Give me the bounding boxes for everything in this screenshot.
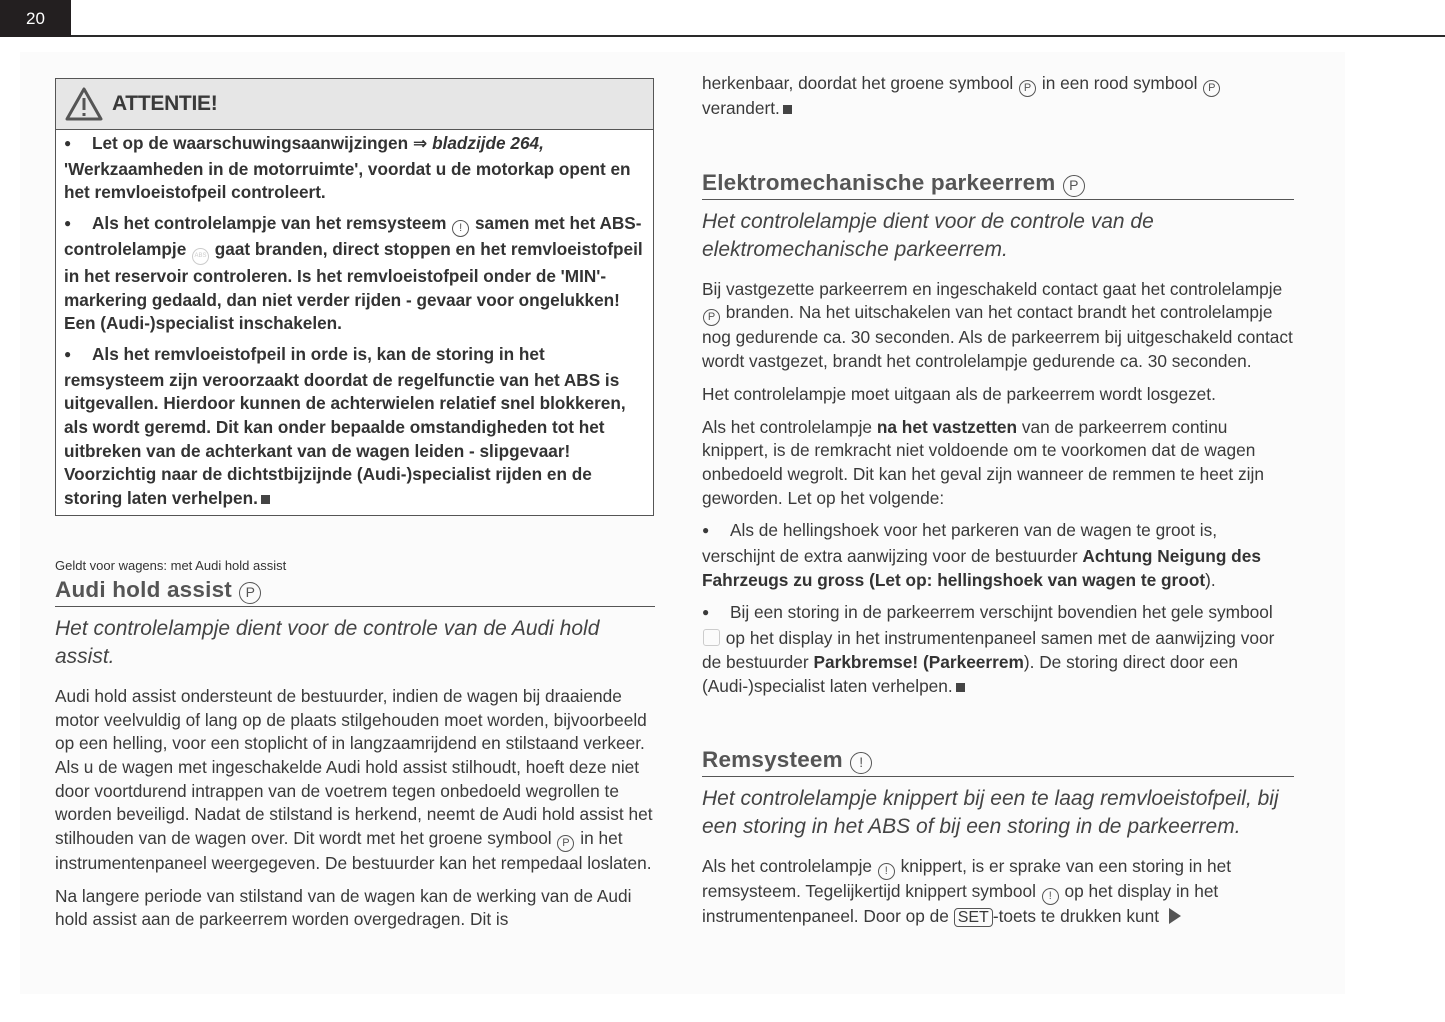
parking-p-icon: P	[239, 582, 261, 604]
section-title-parking-brake: Elektromechanische parkeerrem P	[702, 170, 1294, 200]
paragraph: Audi hold assist ondersteunt de bestuurder, indien de wagen bij draaiende motor veelvuldig of lang op de plaats stilgehouden moet worden, bijvoorbeeld op een helling, voor een stoplicht of in langzaamrijdend en stilstaand verkeer. Als u de wagen met ingeschakelde Audi hold assist stilhoudt, hoeft deze niet door voortdurend intrappen van de voetrem tegen onbedoeld wegrollen te worden beveiligd. Nadat de stilstand is herkend, neemt de Audi hold assist het stilhouden van de wagen over. Dit wordt met het groene symbool P in het instrumentenpaneel weergegeven. De bestuurder kan het rempedaal loslaten.	[55, 685, 653, 874]
warning-item: ●Let op de waarschuwingsaanwijzingen ⇒ bladzijde 264, 'Werkzaamheden in de motorruimte', voordat u de motorkap opent en het remvloeistofpeil controleert.	[64, 132, 645, 205]
section-lead: Het controlelampje dient voor de controle van de Audi hold assist.	[55, 616, 600, 668]
parking-p-icon: P	[1019, 80, 1036, 97]
paragraph: Bij vastgezette parkeerrem en ingeschakeld contact gaat het controlelampje P branden. Na het uitschakelen van het contact brandt het controlelampje nog gedurende ca. 30 seconden. Als de parkeerrem bij uitgeschakeld contact wordt vastgezet, brandt het controlelampje gedurende ca. 30 seconden.	[702, 278, 1293, 372]
section-lead: Het controlelampje dient voor de controle van de elektromechanische parkeerrem.	[702, 209, 1154, 261]
warning-title: ATTENTIE!	[112, 92, 218, 115]
warning-box	[55, 78, 654, 516]
parking-brake-fault-icon	[703, 629, 720, 646]
applies-to-note: Geldt voor wagens: met Audi hold assist	[55, 557, 287, 573]
warning-header	[56, 79, 653, 130]
page-reference-link[interactable]: bladzijde 264,	[432, 133, 544, 153]
bullet-icon	[702, 519, 730, 545]
continue-arrow-icon	[1169, 908, 1181, 924]
paragraph: Als het controlelampje ! knippert, is er sprake van een storing in het remsysteem. Tegelijkertijd knippert symbool ! op het display in het instrumentenpaneel. Door op de SET -toets te drukken kunt	[702, 856, 1232, 927]
section-title-hold-assist: Audi hold assist P	[55, 577, 655, 607]
brake-warning-icon: !	[1042, 888, 1059, 905]
right-column	[702, 72, 1294, 938]
page-number	[0, 0, 71, 37]
paragraph: Na langere periode van stilstand van de wagen kan de werking van de Audi hold assist aan de parkeerrem worden overgedragen. Dit is	[55, 885, 632, 930]
warning-item: ●Als het remvloeistofpeil in orde is, kan de storing in het remsysteem zijn veroorzaakt doordat de regelfunctie van het ABS is uitgevallen. Hierdoor kunnen de achterwielen relatief snel blokkeren, als wordt geremd. Dit kan onder bepaalde omstandigheden tot het uitbreken van de achterkant van de wagen leiden - slipgevaar! Voorzichtig naar de dichtstbijzijnde (Audi-)specialist rijden en de storing laten verhelpen.	[64, 343, 645, 511]
warning-body	[56, 130, 653, 515]
end-of-section-icon	[261, 495, 270, 504]
bullet-icon	[64, 343, 92, 369]
parking-p-icon: P	[557, 835, 574, 852]
parking-p-icon: P	[1203, 80, 1220, 97]
abs-icon: ABS	[192, 248, 209, 265]
set-key: SET	[954, 908, 993, 927]
left-column	[55, 78, 655, 941]
end-of-section-icon	[783, 105, 792, 114]
bullet-icon	[64, 132, 92, 158]
warning-item: ●Als het controlelampje van het remsysteem ! samen met het ABS-controlelampje ABS gaat branden, direct stoppen en het remvloeistofpeil in het reservoir controleren. Is het remvloeistofpeil onder de 'MIN'-markering gedaald, dan niet verder rijden - gevaar voor ongelukken! Een (Audi-)specialist inschakelen.	[64, 212, 645, 336]
end-of-section-icon	[956, 683, 965, 692]
parking-p-icon: P	[703, 309, 720, 326]
page-number-text: 20	[26, 8, 45, 28]
brake-warning-icon: !	[850, 752, 872, 774]
bullet-icon	[64, 212, 92, 238]
bullet-item: ●Als de hellingshoek voor het parkeren van de wagen te groot is, verschijnt de extra aanwijzing voor de bestuurder Achtung Neigung des Fahrzeugs zu gross (Let op: hellingshoek van wagen te groot).	[702, 519, 1294, 592]
parking-p-icon: P	[1063, 175, 1085, 197]
section-lead: Het controlelampje knippert bij een te laag remvloeistofpeil, bij een storing in het ABS of bij een storing in de parkeerrem.	[702, 787, 1279, 839]
brake-warning-icon: !	[878, 863, 895, 880]
warning-triangle-icon	[64, 86, 104, 122]
paragraph: Als het controlelampje na het vastzetten van de parkeerrem continu knippert, is de remkracht niet voldoende om te voorkomen dat de wagen onbedoeld wegrolt. Dit kan het geval zijn wanneer de remmen te heet zijn geworden. Let op het volgende:	[702, 416, 1264, 508]
bullet-item: ●Bij een storing in de parkeerrem verschijnt bovendien het gele symbool op het display in het instrumentenpaneel samen met de aanwijzing voor de bestuurder Parkbremse! (Parkeerrem). De storing direct door een (Audi-)specialist laten verhelpen.	[702, 601, 1294, 698]
header-rule	[71, 35, 1445, 37]
bullet-icon	[702, 601, 730, 627]
paragraph-continuation: herkenbaar, doordat het groene symbool P in een rood symbool P verandert.	[702, 72, 1294, 121]
section-title-brake-system: Remsysteem !	[702, 747, 1294, 777]
brake-warning-icon: !	[452, 220, 469, 237]
paragraph: Het controlelampje moet uitgaan als de parkeerrem wordt losgezet.	[702, 383, 1216, 404]
